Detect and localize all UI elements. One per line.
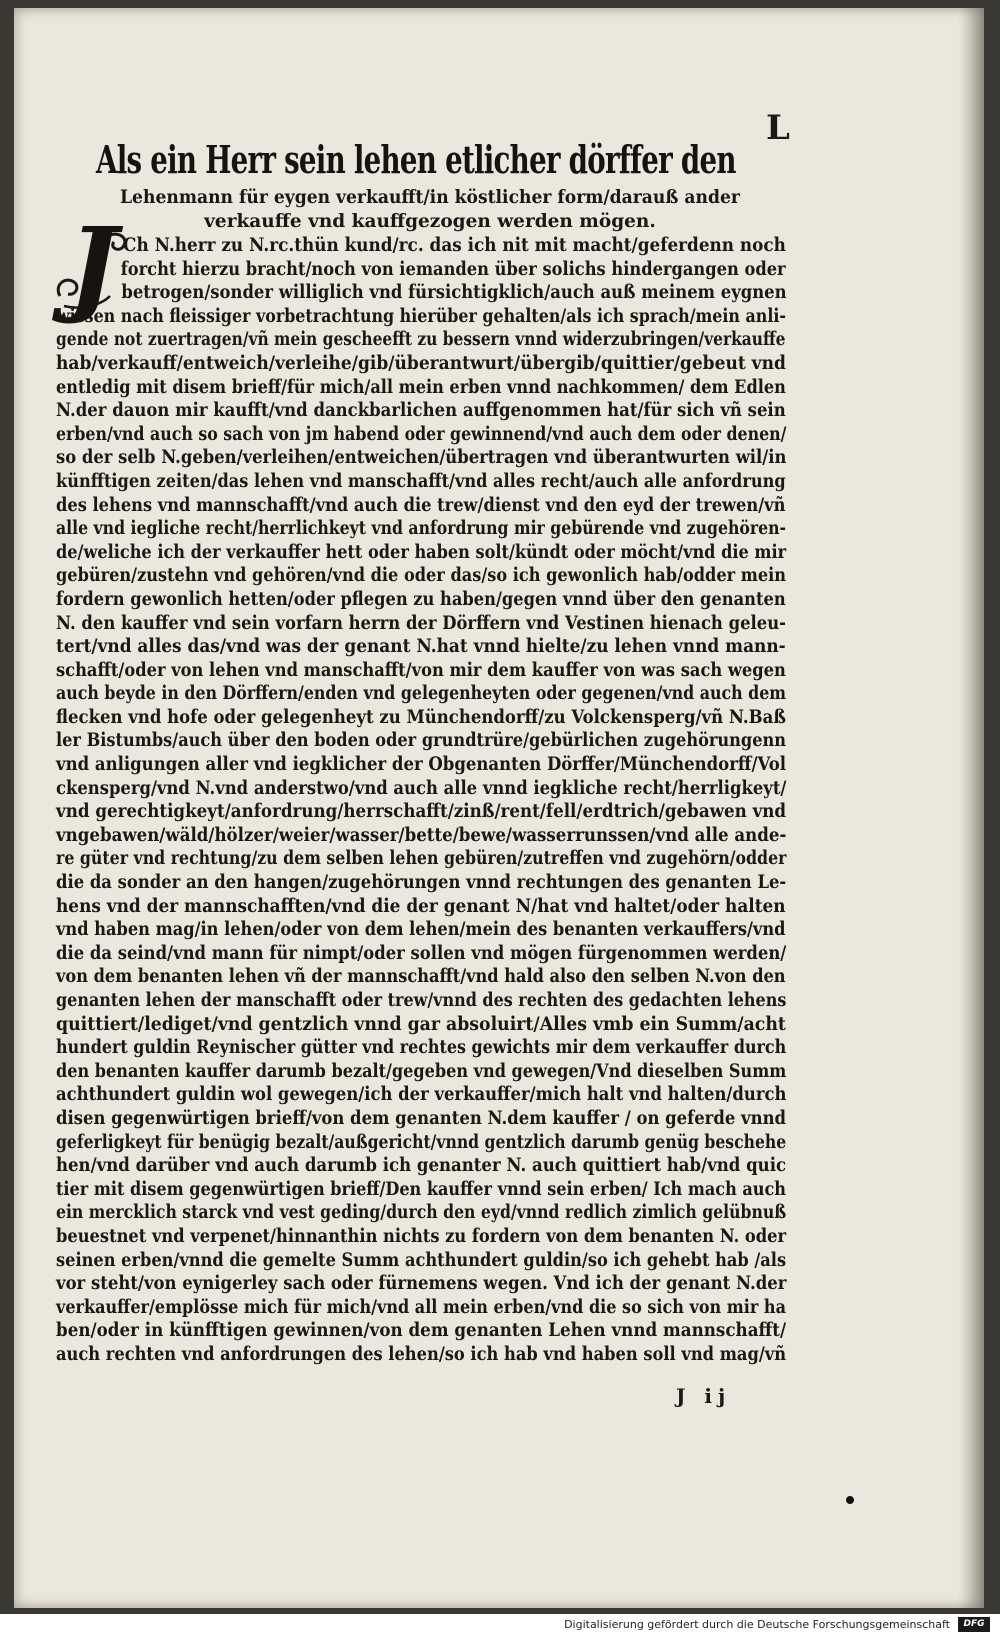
text-line: flecken vnd hofe oder gelegenheyt zu Münchendorff/zu Volckensperg/vñ N.Baß <box>56 706 786 728</box>
footer-bar <box>0 1614 1000 1638</box>
text-line: die da seind/vnd mann für nimpt/oder sollen vnd mögen fürgenommen werden/ <box>56 942 787 964</box>
folio-number: L <box>766 108 791 148</box>
text-line: ein mercklich starck vnd vest geding/durch den eyd/vnnd redlich zimlich gelübnuß <box>56 1202 787 1224</box>
text-line: die da sonder an den hangen/zugehörungen vnnd rechtungen des genanten Le- <box>56 872 787 894</box>
text-line: gende not zuertragen/vñ mein gescheefft zu bessern vnnd widerzubringen/verkauffe <box>56 329 786 351</box>
footer-credit: Digitalisierung gefördert durch die Deutsche Forschungsgemeinschaft <box>564 1618 950 1631</box>
text-line: betrogen/sonder williglich vnd fürsichtigklich/auch auß meinem eygnen <box>121 282 787 304</box>
text-line: so der selb N.geben/verleihen/entweichen/übertragen vnd überantwurten wil/in <box>56 447 787 469</box>
text-line: genanten lehen der manschafft oder trew/vnnd des rechten des gedachten lehens <box>56 990 787 1011</box>
ink-dot <box>846 1496 854 1504</box>
text-line: tier mit disem gegenwürtigen brieff/Den kauffer vnnd sein erben/ Ich mach auch <box>56 1178 786 1200</box>
page-title: Als ein Herr sein lehen etlicher dörffer den <box>96 137 736 182</box>
text-line: N.der dauon mir kaufft/vnd danckbarlichen auffgenommen hat/für sich vñ sein <box>56 400 786 422</box>
signature-mark: J ij <box>676 1384 732 1408</box>
text-line: vnd gerechtigkeyt/anfordrung/herrschafft/zinß/rent/fell/erdtrich/gebawen vnd <box>56 801 787 823</box>
text-line: ckensperg/vnd N.vnd anderstwo/vnd auch alle vnnd iegkliche recht/herrligkeyt/ <box>56 777 787 799</box>
text-line: ler Bistumbs/auch über den boden oder grundtrüre/gebürlichen zugehörungenn <box>56 730 787 752</box>
text-line: re güter vnd rechtung/zu dem selben lehen gebüren/zutreffen vnd zugehörn/odder <box>56 848 787 870</box>
text-line: hen/vnd darüber vnd auch darumb ich genanter N. auch quittiert hab/vnd quic <box>56 1155 787 1177</box>
text-line: den benanten kauffer darumb bezalt/gegeben vnd gewegen/Vnd dieselben Summ <box>56 1060 787 1082</box>
text-line: hab/verkauff/entweich/verleihe/gib/überantwurt/übergib/quittier/gebeut vnd <box>56 352 786 374</box>
subtitle-line: verkauffe vnd kauffgezogen werden mögen. <box>204 211 656 232</box>
text-line: vnd haben mag/in lehen/oder von dem lehen/mein des benanten verkauffers/vnd <box>56 919 786 941</box>
drop-cap-initial: J <box>68 204 118 327</box>
text-line: geferligkeyt für benügig bezalt/außgericht/vnnd gentzlich darumb genüg beschehe <box>56 1131 787 1153</box>
text-line: vor steht/von eynigerley sach oder fürnemens wegen. Vnd ich der genant N.der <box>56 1273 787 1295</box>
text-line: gebüren/zustehn vnd gehören/vnd die oder das/so ich gewonlich hab/odder mein <box>56 565 787 587</box>
text-line: vnd anligungen aller vnd iegklicher der Obgenanten Dörffer/Münchendorff/Vol <box>56 754 787 776</box>
subtitle-line: Lehenmann für eygen verkaufft/in köstlicher form/darauß ander <box>120 187 740 208</box>
text-line: künfftigen zeiten/das lehen vnd manschafft/vnd alles recht/auch alle anfordrung <box>56 470 786 492</box>
text-line: hundert guldin Reynischer gütter vnd rechtes gewichts mir dem verkauffer durch <box>56 1037 787 1059</box>
text-line: wissen nach fleissiger vorbetrachtung hierüber gehalten/als ich sprach/mein anli- <box>56 305 786 327</box>
text-line: ben/oder in künfftigen gewinnen/von dem genanten Lehen vnnd mannschafft/ <box>56 1320 787 1342</box>
text-line: seinen erben/vnnd die gemelte Summ achthundert guldin/so ich gehebt hab /als <box>56 1249 787 1271</box>
text-line: N. den kauffer vnd sein vorfarn herrn der Dörffern vnd Vestinen hienach geleu- <box>56 612 786 634</box>
text-line: achthundert guldin wol gewegen/ich der verkauffer/mich halt vnd halten/durch <box>56 1084 787 1106</box>
text-line: schafft/oder von lehen vnd manschafft/von mir dem kauffer von was sach wegen <box>56 659 786 681</box>
text-line: beuestnet vnd verpenet/hinnanthin nichts zu fordern von dem benanten N. oder <box>56 1225 787 1247</box>
text-line: fordern gewonlich hetten/oder pflegen zu haben/gegen vnnd über den genanten <box>56 588 786 610</box>
text-line: forcht hierzu bracht/noch von iemanden über solichs hindergangen oder <box>120 258 786 280</box>
text-line: quittiert/lediget/vnd gentzlich vnnd gar absoluirt/Alles vmb ein Summ/acht <box>56 1013 786 1035</box>
text-line: des lehens vnd mannschafft/vnd auch die trew/dienst vnd den eyd der trewen/vñ <box>56 494 786 516</box>
body-text <box>56 234 786 1367</box>
text-line: erben/vnd auch so sach von jm habend oder gewinnend/vnd auch dem oder denen/ <box>56 423 787 445</box>
text-line: Ch N.herr zu N.rc.thün kund/rc. das ich nit mit macht/geferdenn noch <box>123 235 786 256</box>
text-line: vngebawen/wäld/hölzer/weier/wasser/bette/bewe/wasserrunssen/vnd alle ande- <box>56 824 787 846</box>
page-subtitle <box>120 186 740 234</box>
text-line: auch rechten vnd anfordrungen des lehen/so ich hab vnd haben soll vnd mag/vñ <box>56 1343 787 1365</box>
text-line: tert/vnd alles das/vnd was der genant N.hat vnnd hielte/zu lehen vnnd mann- <box>56 636 786 658</box>
text-line: von dem benanten lehen vñ der mannschafft/vnd hald also den selben N.von den <box>56 966 786 988</box>
text-line: auch beyde in den Dörffern/enden vnd gelegenheyten oder gegenen/vnd auch dem <box>56 683 787 705</box>
text-line: alle vnd iegliche recht/herrlichkeyt vnd anfordrung mir gebürende vnd zugehören- <box>56 518 787 540</box>
text-line: entledig mit disem brieff/für mich/all mein erben vnnd nachkommen/ dem Edlen <box>56 376 786 398</box>
text-line: disen gegenwürtigen brieff/von dem genanten N.dem kauffer / on geferde vnnd <box>56 1107 787 1129</box>
page-edge-shadow <box>958 8 984 1608</box>
text-line: de/weliche ich der verkauffer hett oder haben solt/kündt oder möcht/vnd die mir <box>56 541 787 563</box>
text-line: hens vnd der mannschafften/vnd die der genant N/hat vnd haltet/oder halten <box>56 895 786 917</box>
text-line: verkauffer/emplösse mich für mich/vnd all mein erben/vnd die so sich von mir ha <box>56 1296 786 1318</box>
dfg-logo: DFG <box>958 1617 990 1632</box>
